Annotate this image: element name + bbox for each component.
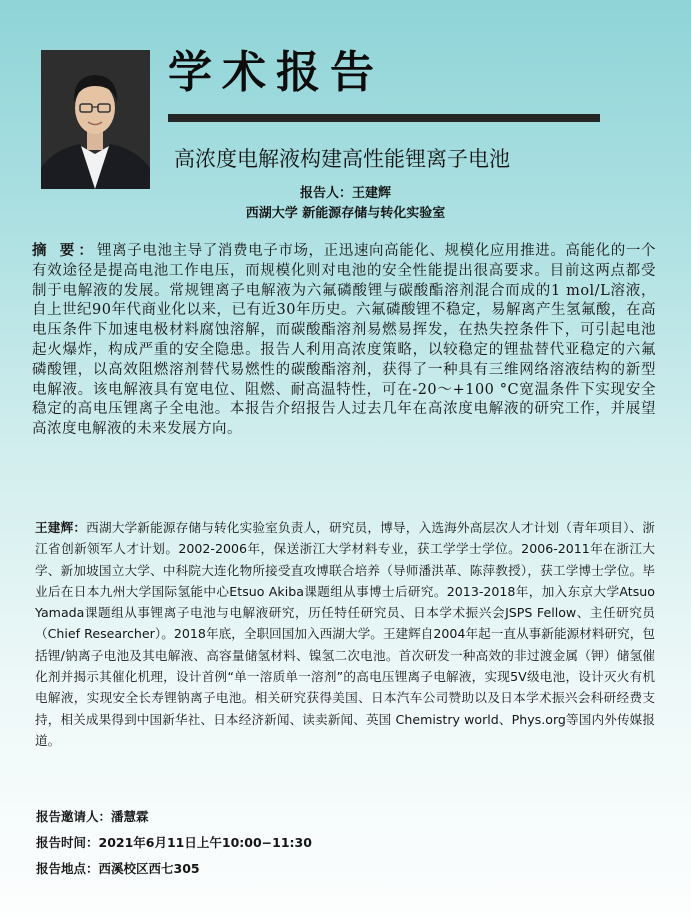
talk-title: 高浓度电解液构建高性能锂离子电池 [174,147,510,171]
abstract-label: 摘 要： [32,242,97,259]
inviter-line: 报告邀请人：潘慧霖 [36,809,149,824]
banner-title: 学术报告 [168,47,384,98]
speaker-affiliation: 西湖大学 新能源存储与转化实验室 [245,206,446,221]
speaker-photo [41,50,150,189]
abstract-paragraph [32,241,656,440]
title-divider [168,114,600,122]
speaker-label: 报告人： [299,186,352,201]
bio-label: 王建辉： [35,520,87,535]
time-line: 报告时间：2021年6月11日上午10:00−11:30 [36,835,312,850]
speaker-line [0,182,691,201]
bio-text: 西湖大学新能源存储与转化实验室负责人，研究员，博导，入选海外高层次人才计划（青年项目）、浙江省创新领军人才计划。2002-2006年，保送浙江大学材料专业，获工学学士学位。2006-2011年在浙江大学、新加坡国立大学、中科院大连化物所接受直攻博联合培养（导师潘洪革、陈萍教授），获工学博士学位。毕业后在日本九州大学国际氢能中心Etsuo Akiba课题组从事博士后研究。2013-2018年，加入东京大学Atsuo Yamada课题组从事锂离子电池与电解液研究，历任特任研究员、日本学术振兴会JSPS Fellow、主任研究员（Chief Researcher）。2018年底，全职回国加入西湖大学。王建辉自2004年起一直从事新能源材料研究，包括锂/钠离子电池及其电解液、高容量储氢材料、镍氢二次电池。首次研发一种高效的非过渡金属（钾）储氢催化剂并揭示其催化机理，设计首例“单一溶质单一溶剂”的高电压锂离子电解液，实现5V级电池，设计灭火有机电解液，实现安全长寿锂钠离子电池。相关研究获得美国、日本汽车公司赞助以及日本学术振兴会科研经费支持，相关成果得到中国新华社、日本经济新闻、读卖新闻、英国 Chemistry world、Phys.org等国内外传媒报道。 [35,520,656,748]
location-line: 报告地点：西溪校区西七305 [36,861,200,876]
abstract-text: 锂离子电池主导了消费电子市场，正迅速向高能化、规模化应用推进。高能化的一个有效途径是提高电池工作电压，而规模化则对电池的安全性能提出很高要求。目前这两点都受制于电解液的发展。常规锂离子电解液为六氟磷酸锂与碳酸酯溶剂混合而成的1 mol/L溶液，自上世纪90年代商业化以来，已有近30年历史。六氟磷酸锂不稳定，易解离产生氢氟酸，在高电压条件下加速电极材料腐蚀溶解，而碳酸酯溶剂易燃易挥发，在热失控条件下，可引起电池起火爆炸，构成严重的安全隐患。报告人利用高浓度策略，以较稳定的锂盐替代亚稳定的六氟磷酸锂，以高效阻燃溶剂替代易燃性的碳酸酯溶剂，获得了一种具有三维网络溶液结构的新型电解液。该电解液具有宽电位、阻燃、耐高温特性，可在-20～+100 °C宽温条件下实现安全稳定的高电压锂离子全电池。本报告介绍报告人过去几年在高浓度电解液的研究工作，并展望高浓度电解液的未来发展方向。 [32,243,656,438]
bio-paragraph [35,517,655,751]
speaker-name: 王建辉 [352,186,392,201]
